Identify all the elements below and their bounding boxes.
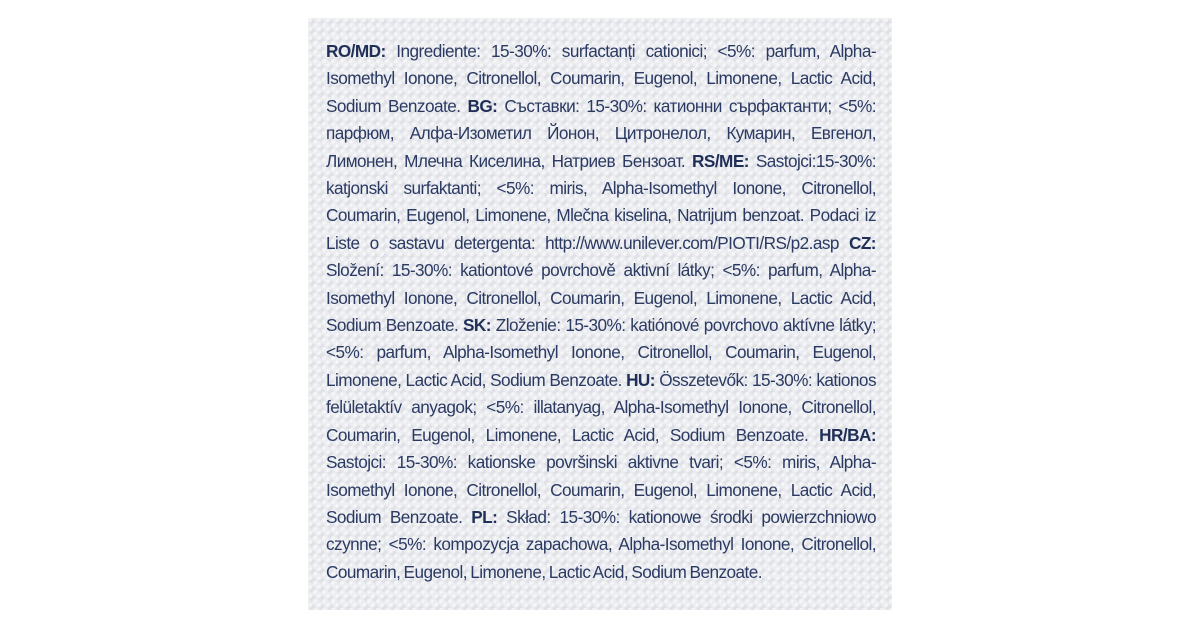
ingredients-hr-ba: Sastojci: 15-30%: kationske površinski aktivne tvari; <5%: miris, Alpha-Isomethyl Ionone, Citronellol, Coumarin, Eugenol, Limonene, Lactic Acid, Sodium Benzoate. bbox=[326, 452, 876, 527]
ingredients-pl: Skład: 15-30%: kationowe środki powierzchniowo czynne; <5%: kompozycja zapachowa, Alpha-Isomethyl Ionone, Citronellol, Coumarin, Eugenol, Limonene, Lactic Acid, Sodium Benzoate. bbox=[326, 506, 876, 582]
ingredients-cz: Složení: 15-30%: kationtové povrchově aktivní látky; <5%: parfum, Alpha-Isomethyl Ionone, Citronellol, Coumarin, Eugenol, Limonene, Lactic Acid, Sodium Benzoate. bbox=[326, 260, 876, 336]
ingredients-sk: Zloženie: 15-30%: katiónové povrchovo aktívne látky; <5%: parfum, Alpha-Isomethyl Ionone, Citronellol, Coumarin, Eugenol, Limonene, Lactic Acid, Sodium Benzoate. bbox=[326, 315, 876, 390]
ingredients-bg: Съставки: 15-30%: катионни сърфактанти; <5%: парфюм, Алфа-Изометил Йонон, Цитронелол, Кумарин, Евгенол, Лимонен, Млечна Киселина, Натриев Бензоат. bbox=[326, 95, 876, 171]
ingredients-label-panel bbox=[308, 18, 892, 610]
language-code-hr-ba: HR/BA: bbox=[819, 424, 876, 445]
ingredients-text-block bbox=[326, 38, 876, 586]
language-code-ro-md: RO/MD: bbox=[326, 41, 386, 61]
language-code-sk: SK: bbox=[463, 315, 491, 336]
language-code-rs-me: RS/ME: bbox=[692, 150, 749, 171]
language-code-hu: HU: bbox=[626, 369, 655, 390]
language-code-bg: BG: bbox=[467, 95, 498, 116]
ingredients-hu: Összetevők: 15-30%: kationos felületaktív anyagok; <5%: illatanyag, Alpha-Isomethyl Ionone, Citronellol, Coumarin, Eugenol, Limonene, Lactic Acid, Sodium Benzoate. bbox=[326, 369, 876, 445]
language-code-cz: CZ: bbox=[849, 232, 876, 253]
language-code-pl: PL: bbox=[471, 506, 498, 527]
ingredients-rs-me: Sastojci:15-30%: katjonski surfaktanti; <5%: miris, Alpha-Isomethyl Ionone, Citronellol, Coumarin, Eugenol, Limonene, Mlečna kiselina, Natrijum benzoat. Podaci iz Liste o sastavu detergenta: http://www.unilever.com/PIOTI/RS/p2.asp bbox=[326, 150, 876, 253]
ingredients-ro-md: Ingrediente: 15-30%: surfactanți cationici; <5%: parfum, Alpha-Isomethyl Ionone, Citronellol, Coumarin, Eugenol, Limonene, Lactic Acid, Sodium Benzoate. bbox=[326, 41, 876, 116]
